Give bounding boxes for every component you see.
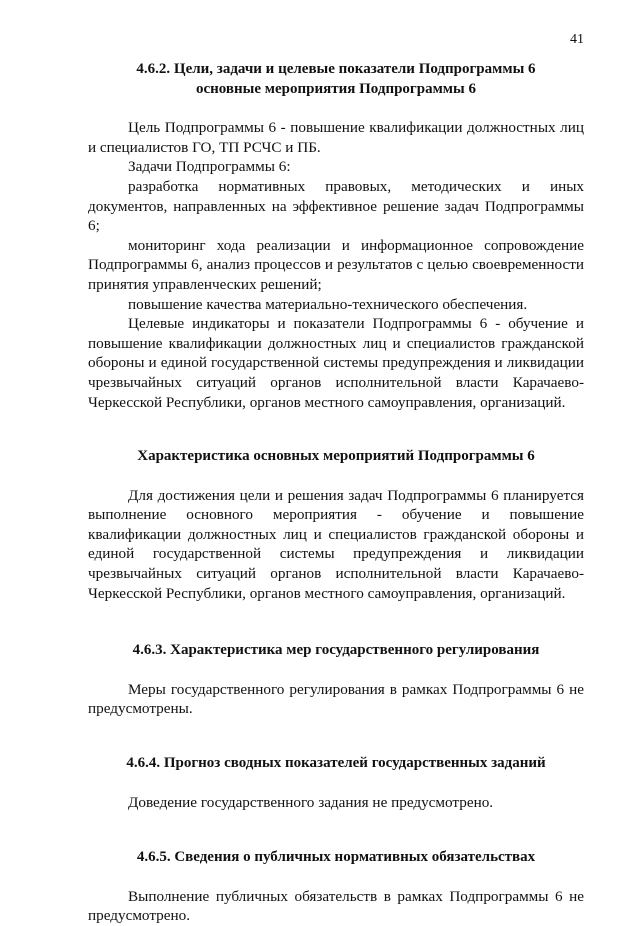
section-forecast-paragraph: Доведение государственного задания не предусмотрено. [128, 793, 494, 811]
section-measures-title: Характеристика основных мероприятий Подпрограммы 6 [137, 448, 535, 465]
section-measures [88, 447, 584, 603]
section-goals-title [88, 60, 584, 99]
section-regulation-title: 4.6.3. Характеристика мер государственного регулирования [132, 642, 540, 659]
section-goals-title-line1: 4.6.2. Цели, задачи и целевые показатели Подпрограммы 6 [136, 61, 536, 77]
section-regulation [88, 641, 584, 719]
task-item: разработка нормативных правовых, методических и иных документов, направленных на эффективное решение задач Подпрограммы 6; [88, 177, 584, 235]
section-goals [88, 60, 584, 412]
goal-paragraph: Цель Подпрограммы 6 - повышение квалификации должностных лиц и специалистов ГО, ТП РСЧС и ПБ. [88, 119, 584, 156]
section-obligations [88, 848, 584, 926]
section-obligations-paragraph: Выполнение публичных обязательств в рамках Подпрограммы 6 не предусмотрено. [88, 887, 584, 925]
section-goals-title-line2: основные мероприятия Подпрограммы 6 [196, 80, 476, 97]
section-forecast-title: 4.6.4. Прогноз сводных показателей государственных заданий [126, 755, 546, 772]
section-measures-paragraph: Для достижения цели и решения задач Подпрограммы 6 планируется выполнение основного мероприятия - обучение и повышение квалификации должностных лиц и специалистов гражданской обороны и единой государственной системы предупреждения и ликвидации чрезвычайных ситуаций органов исполнительной власти Карачаево-Черкесской Республики, органов местного самоуправления, организаций. [88, 486, 584, 602]
task-item: мониторинг хода реализации и информационное сопровождение Подпрограммы 6, анализ процессов и результатов с целью своевременности принятия управленческих решений; [88, 236, 584, 293]
page-content [88, 60, 584, 926]
tasks-heading: Задачи Подпрограммы 6: [128, 158, 291, 176]
section-regulation-paragraph: Меры государственного регулирования в рамках Подпрограммы 6 не предусмотрены. [88, 680, 584, 718]
section-forecast [88, 754, 584, 812]
section-obligations-title: 4.6.5. Сведения о публичных нормативных обязательствах [136, 849, 536, 866]
page-number: 41 [570, 32, 584, 47]
task-item: повышение качества материально-технического обеспечения. [128, 295, 528, 313]
indicators-paragraph: Целевые индикаторы и показатели Подпрограммы 6 - обучение и повышение квалификации должностных лиц и специалистов гражданской обороны и единой государственной системы предупреждения и ликвидации чрезвычайных ситуаций органов исполнительной власти Карачаево-Черкесской Республики, органов местного самоуправления, организаций. [88, 315, 584, 411]
